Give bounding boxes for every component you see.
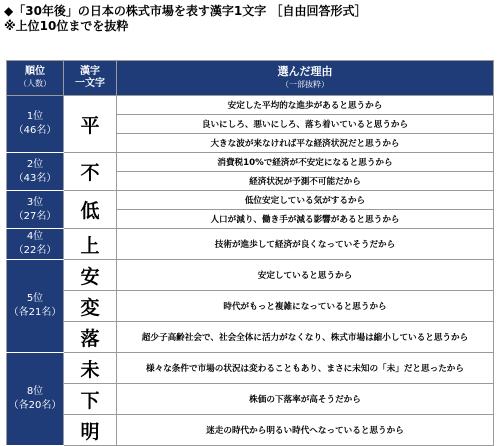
rank-count: （27名） bbox=[13, 210, 57, 222]
table-row bbox=[7, 96, 494, 115]
kanji-cell: 明 bbox=[64, 415, 117, 446]
table-row bbox=[7, 353, 494, 384]
reason-header-label: 選んだ理由 bbox=[277, 65, 333, 78]
table-row bbox=[7, 229, 494, 260]
kanji-cell: 落 bbox=[64, 322, 117, 353]
rank-label: 2位 bbox=[26, 158, 44, 170]
table-row bbox=[7, 291, 494, 322]
rank-label: 3位 bbox=[26, 196, 44, 208]
rank-label: 4位 bbox=[26, 231, 44, 242]
rank-cell bbox=[7, 191, 64, 229]
kanji-cell: 平 bbox=[64, 96, 117, 153]
page-note: ※上位10位までを抜粋 bbox=[4, 19, 129, 33]
ranking-table bbox=[6, 60, 494, 446]
rank-cell bbox=[7, 153, 64, 191]
reason-cell: 株価の下落率が高そうだから bbox=[117, 384, 494, 415]
reason-cell: 超少子高齢社会で、社会全体に活力がなくなり、株式市場は縮小していると思うから bbox=[117, 322, 494, 353]
kanji-header-sub: 一文字 bbox=[75, 78, 105, 89]
kanji-cell: 下 bbox=[64, 384, 117, 415]
table-row bbox=[7, 322, 494, 353]
table-row bbox=[7, 260, 494, 291]
kanji-header-label: 漢字 bbox=[80, 66, 100, 77]
reason-cell: 低位安定している気がするから bbox=[117, 191, 494, 210]
table-row bbox=[7, 191, 494, 210]
reason-column-header bbox=[117, 61, 494, 96]
rank-label: 5位 bbox=[26, 293, 44, 304]
reason-cell: 迷走の時代から明るい時代へなっていると思うから bbox=[117, 415, 494, 446]
reason-cell: 安定していると思うから bbox=[117, 260, 494, 291]
kanji-cell: 安 bbox=[64, 260, 117, 291]
table-row bbox=[7, 415, 494, 446]
reason-cell: 人口が減り、働き手が減る影響があると思うから bbox=[117, 210, 494, 229]
rank-header-label: 順位 bbox=[25, 66, 45, 77]
rank-label: 8位 bbox=[26, 386, 44, 397]
reason-cell: 経済状況が予測不可能だから bbox=[117, 172, 494, 191]
rank-count: （各21名） bbox=[8, 307, 62, 318]
kanji-cell: 変 bbox=[64, 291, 117, 322]
rank-count: （43名） bbox=[13, 172, 57, 184]
rank-cell bbox=[7, 229, 64, 260]
reason-cell: 安定した平均的な進歩があると思うから bbox=[117, 96, 494, 115]
reason-cell: 時代がもっと複雑になっていると思うから bbox=[117, 291, 494, 322]
reason-cell: 良いにしろ、悪いにしろ、落ち着いていると思うから bbox=[117, 115, 494, 134]
table-row bbox=[7, 384, 494, 415]
rank-cell bbox=[7, 353, 64, 446]
rank-cell bbox=[7, 96, 64, 153]
reason-header-sub: （一部抜粋） bbox=[281, 80, 329, 89]
page-title: ◆「30年後」の日本の株式市場を表す漢字1文字 ［自由回答形式］ bbox=[4, 4, 367, 18]
reason-cell: 消費税10%で経済が不安定になると思うから bbox=[117, 153, 494, 172]
table-header-row bbox=[7, 61, 494, 96]
rank-label: 1位 bbox=[26, 111, 44, 122]
rank-count: （22名） bbox=[13, 245, 57, 256]
header bbox=[4, 4, 496, 34]
kanji-cell: 上 bbox=[64, 229, 117, 260]
kanji-cell: 不 bbox=[64, 153, 117, 191]
reason-cell: 大きな波が来なければ平な経済状況だと思うから bbox=[117, 134, 494, 153]
reason-cell: 技術が進歩して経済が良くなっていそうだから bbox=[117, 229, 494, 260]
rank-column-header bbox=[7, 61, 64, 96]
table-row bbox=[7, 153, 494, 172]
rank-count: （各20名） bbox=[8, 400, 62, 411]
kanji-cell: 低 bbox=[64, 191, 117, 229]
rank-header-sub: （人数） bbox=[19, 79, 51, 88]
kanji-column-header bbox=[64, 61, 117, 96]
reason-cell: 様々な条件で市場の状況は変わることもあり、まさに未知の「未」だと思ったから bbox=[117, 353, 494, 384]
rank-cell bbox=[7, 260, 64, 353]
rank-count: （46名） bbox=[13, 125, 57, 136]
kanji-cell: 未 bbox=[64, 353, 117, 384]
